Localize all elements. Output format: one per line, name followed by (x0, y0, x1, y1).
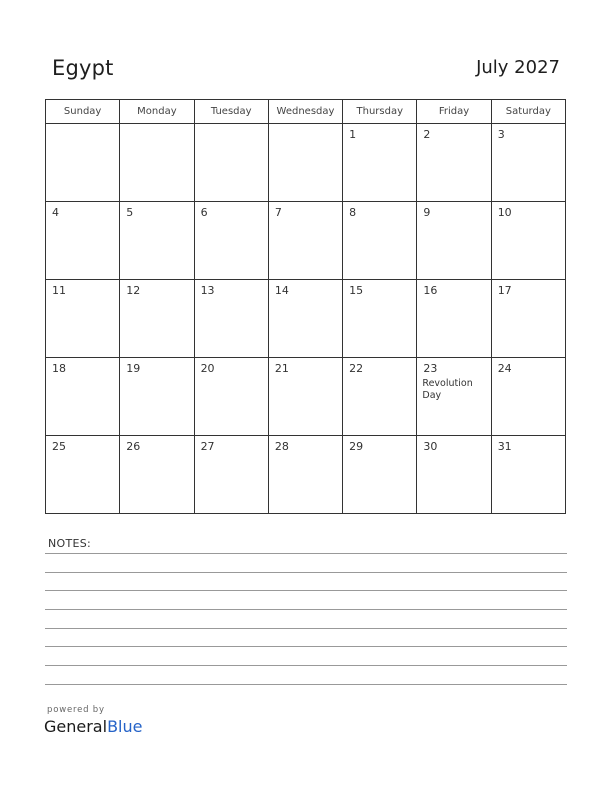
day-cell (491, 124, 565, 202)
weekday-header-row (46, 100, 566, 124)
day-number: 21 (274, 362, 289, 375)
note-line (45, 684, 567, 685)
day-number: 9 (423, 206, 431, 219)
day-number: 6 (200, 206, 208, 219)
day-cell (268, 280, 342, 358)
day-cell (343, 124, 417, 202)
day-number: 14 (274, 284, 289, 297)
notes-label: NOTES: (48, 537, 92, 550)
note-line (45, 665, 567, 666)
weekday-friday: Friday (417, 100, 491, 124)
day-cell (343, 202, 417, 280)
day-number: 19 (126, 362, 141, 375)
weekday-sunday: Sunday (46, 100, 120, 124)
day-cell (46, 358, 120, 436)
day-number: 20 (200, 362, 215, 375)
note-line (45, 628, 567, 629)
day-number: 22 (349, 362, 364, 375)
day-number: 26 (126, 440, 141, 453)
weekday-saturday: Saturday (491, 100, 565, 124)
day-number: 24 (497, 362, 512, 375)
empty-day-cell (194, 124, 268, 202)
day-number: 15 (349, 284, 364, 297)
day-number: 30 (423, 440, 438, 453)
day-cell (491, 436, 565, 514)
note-line (45, 553, 567, 554)
empty-day-cell (120, 124, 194, 202)
day-cell (120, 436, 194, 514)
month-year-title: July 2027 (476, 57, 560, 78)
day-cell (268, 436, 342, 514)
weekday-monday: Monday (120, 100, 194, 124)
day-number: 25 (52, 440, 66, 453)
day-cell (46, 280, 120, 358)
day-cell (343, 280, 417, 358)
day-cell (417, 436, 491, 514)
day-number: 4 (52, 206, 59, 219)
note-line (45, 646, 567, 647)
day-cell (268, 202, 342, 280)
week-row (46, 202, 566, 280)
week-row (46, 436, 566, 514)
day-cell (491, 358, 565, 436)
day-cell (120, 358, 194, 436)
day-number: 28 (274, 440, 289, 453)
note-line (45, 590, 567, 591)
day-number: 10 (497, 206, 512, 219)
day-number: 16 (423, 284, 438, 297)
day-number: 1 (349, 128, 357, 141)
week-row (46, 358, 566, 436)
weekday-tuesday: Tuesday (194, 100, 268, 124)
day-number: 18 (52, 362, 66, 375)
day-number: 29 (349, 440, 364, 453)
day-number: 11 (52, 284, 66, 297)
day-number: 2 (423, 128, 431, 141)
day-number: 7 (274, 206, 282, 219)
day-cell (194, 436, 268, 514)
day-cell (120, 280, 194, 358)
country-title: Egypt (52, 56, 114, 80)
day-number: 23 (423, 362, 438, 375)
day-cell (417, 280, 491, 358)
day-number: 27 (200, 440, 215, 453)
day-cell (491, 202, 565, 280)
week-row (46, 124, 566, 202)
day-cell (343, 436, 417, 514)
day-cell (46, 202, 120, 280)
brand-general: General (44, 717, 108, 736)
holiday-label: Revolution Day (422, 378, 473, 401)
day-cell (417, 202, 491, 280)
day-cell (491, 280, 565, 358)
day-number: 3 (497, 128, 505, 141)
day-number: 13 (200, 284, 215, 297)
day-cell (194, 202, 268, 280)
brand-blue: Blue (107, 717, 143, 736)
weekday-wednesday: Wednesday (268, 100, 342, 124)
day-cell (268, 358, 342, 436)
day-number: 31 (497, 440, 512, 453)
day-cell (46, 436, 120, 514)
week-row (46, 280, 566, 358)
day-number: 12 (126, 284, 141, 297)
calendar-grid (45, 99, 566, 514)
day-number: 8 (349, 206, 357, 219)
day-number: 5 (126, 206, 134, 219)
empty-day-cell (46, 124, 120, 202)
weekday-thursday: Thursday (343, 100, 417, 124)
generalblue-logo (44, 717, 142, 736)
day-cell (120, 202, 194, 280)
day-cell (194, 280, 268, 358)
day-cell (343, 358, 417, 436)
day-number: 17 (497, 284, 512, 297)
note-line (45, 572, 567, 573)
day-cell (417, 124, 491, 202)
day-cell (417, 358, 491, 436)
powered-by-text: powered by (47, 705, 105, 715)
note-line (45, 609, 567, 610)
day-cell (194, 358, 268, 436)
empty-day-cell (268, 124, 342, 202)
